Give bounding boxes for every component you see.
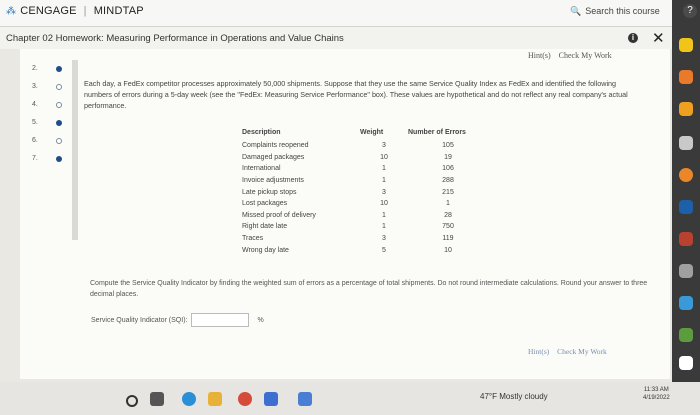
top-hint-bar <box>522 51 612 60</box>
row-errors: 215 <box>442 188 454 196</box>
close-icon[interactable]: ✕ <box>652 30 665 47</box>
table-row <box>242 198 488 210</box>
store-icon[interactable] <box>264 392 278 406</box>
question-nav <box>22 60 78 168</box>
sqi-label: Service Quality Indicator (SQI): <box>91 316 188 324</box>
row-description: Wrong day late <box>242 246 289 254</box>
flashcards-icon[interactable] <box>679 232 693 246</box>
row-description: Damaged packages <box>242 153 305 161</box>
question-status-icon <box>56 102 62 108</box>
hint-link-top[interactable]: Hint(s) <box>528 51 551 60</box>
search-label: Search this course <box>585 6 660 16</box>
question-nav-item[interactable] <box>22 150 78 168</box>
question-status-icon <box>56 156 62 162</box>
chevron-up-icon[interactable] <box>679 356 693 370</box>
tools-icon[interactable] <box>679 264 693 278</box>
nav-scrollbar[interactable] <box>72 60 78 240</box>
row-description: Late pickup stops <box>242 188 297 196</box>
hint-link-bottom[interactable]: Hint(s) <box>528 347 550 356</box>
table-header-row <box>242 126 488 140</box>
row-description: Traces <box>242 235 264 243</box>
row-description: Right date late <box>242 223 288 231</box>
row-description: Invoice adjustments <box>242 177 304 185</box>
dictionary-icon[interactable] <box>679 102 693 116</box>
question-number: 3. <box>32 83 38 90</box>
mail-icon[interactable] <box>298 392 312 406</box>
product-name: MINDTAP <box>93 5 144 17</box>
assignment-title-bar <box>0 27 672 49</box>
question-nav-item[interactable] <box>22 78 78 96</box>
row-errors: 288 <box>442 177 454 185</box>
table-row <box>242 186 488 198</box>
table-row <box>242 140 488 152</box>
question-nav-item[interactable] <box>22 132 78 150</box>
top-bar <box>0 0 672 27</box>
clock-date: 4/19/2022 <box>643 395 670 401</box>
row-errors: 119 <box>442 235 454 243</box>
col-description: Description <box>242 128 281 136</box>
row-errors: 106 <box>442 165 454 173</box>
table-row <box>242 163 488 175</box>
problem-content <box>84 78 640 111</box>
row-weight: 10 <box>380 153 388 161</box>
row-errors: 105 <box>442 142 454 150</box>
question-status-icon <box>56 84 62 90</box>
sqi-unit: % <box>257 316 264 324</box>
chrome-icon[interactable] <box>238 392 252 406</box>
cloud-icon[interactable] <box>679 296 693 310</box>
row-weight: 1 <box>382 165 386 173</box>
page-title: Chapter 02 Homework: Measuring Performance in Operations and Value Chains <box>6 33 344 44</box>
question-number: 4. <box>32 101 38 108</box>
clock-time: 11:33 AM <box>643 387 669 393</box>
row-weight: 3 <box>382 235 386 243</box>
row-weight: 10 <box>380 200 388 208</box>
info-icon[interactable]: i <box>628 33 638 43</box>
col-errors: Number of Errors <box>408 128 466 136</box>
question-nav-item[interactable] <box>22 114 78 132</box>
taskbar-clock[interactable] <box>643 386 670 402</box>
row-description: Missed proof of delivery <box>242 211 316 219</box>
cengage-logo-icon: ⁂ <box>6 5 17 17</box>
row-errors: 1 <box>446 200 450 208</box>
table-row <box>242 233 488 245</box>
search-icon: 🔍 <box>570 6 582 16</box>
leaf-icon[interactable] <box>679 328 693 342</box>
table-row <box>242 210 488 222</box>
sqi-input[interactable] <box>191 313 249 327</box>
question-status-icon <box>56 138 62 144</box>
start-search-icon[interactable] <box>126 395 138 407</box>
cengage-logo[interactable] <box>6 5 144 17</box>
logo-separator: | <box>83 5 87 17</box>
windows-taskbar <box>0 382 700 415</box>
row-errors: 19 <box>444 153 452 161</box>
row-description: Lost packages <box>242 200 288 208</box>
row-errors: 28 <box>444 211 452 219</box>
question-number: 2. <box>32 65 38 72</box>
table-row <box>242 152 488 164</box>
rss-icon[interactable] <box>679 70 693 84</box>
row-weight: 1 <box>382 177 386 185</box>
task-view-icon[interactable] <box>150 392 164 406</box>
app-icon[interactable] <box>679 136 693 150</box>
row-errors: 750 <box>442 223 454 231</box>
weather-widget[interactable]: 47°F Mostly cloudy <box>480 392 548 401</box>
row-errors: 10 <box>444 246 452 254</box>
table-row <box>242 175 488 187</box>
search-course-link[interactable] <box>570 6 660 17</box>
row-weight: 1 <box>382 223 386 231</box>
instruction-text: Compute the Service Quality Indicator by finding the weighted sum of errors as a percentage of total shipments. Do not round intermediate calculations. Round your answer to three decimal places. <box>90 280 648 298</box>
circle-app-icon[interactable] <box>679 168 693 182</box>
row-description: Complaints reopened <box>242 142 309 150</box>
col-weight: Weight <box>360 128 384 136</box>
table-row <box>242 221 488 233</box>
question-number: 6. <box>32 137 38 144</box>
edge-icon[interactable] <box>182 392 196 406</box>
app-dock-sidebar <box>672 0 700 382</box>
check-my-work-top[interactable]: Check My Work <box>558 51 612 60</box>
bottom-hint-bar <box>522 347 607 356</box>
check-my-work-bottom[interactable]: Check My Work <box>557 347 607 356</box>
question-status-icon <box>56 120 62 126</box>
row-weight: 3 <box>382 188 386 196</box>
row-weight: 1 <box>382 211 386 219</box>
file-explorer-icon[interactable] <box>208 392 222 406</box>
sqi-answer-row <box>91 313 264 327</box>
book-icon[interactable] <box>679 200 693 214</box>
question-nav-item[interactable] <box>22 60 78 78</box>
problem-text: Each day, a FedEx competitor processes approximately 50,000 shipments. Suppose that they use the same Service Quality Index as FedEx and identified the following numbers of errors during a 5-day week (see the "FedEx: Measuring Service Performance" box). These values are hypothetical and do not reflect any real company's actual performance. <box>84 79 628 110</box>
question-number: 7. <box>32 155 38 162</box>
question-number: 5. <box>32 119 38 126</box>
question-status-icon <box>56 66 62 72</box>
row-weight: 5 <box>382 246 386 254</box>
row-description: International <box>242 165 281 173</box>
question-nav-item[interactable] <box>22 96 78 114</box>
errors-table <box>242 126 488 256</box>
brand-name: CENGAGE <box>20 5 77 17</box>
pencil-icon[interactable] <box>679 38 693 52</box>
table-row <box>242 244 488 256</box>
help-icon[interactable]: ? <box>683 4 697 18</box>
row-weight: 3 <box>382 142 386 150</box>
